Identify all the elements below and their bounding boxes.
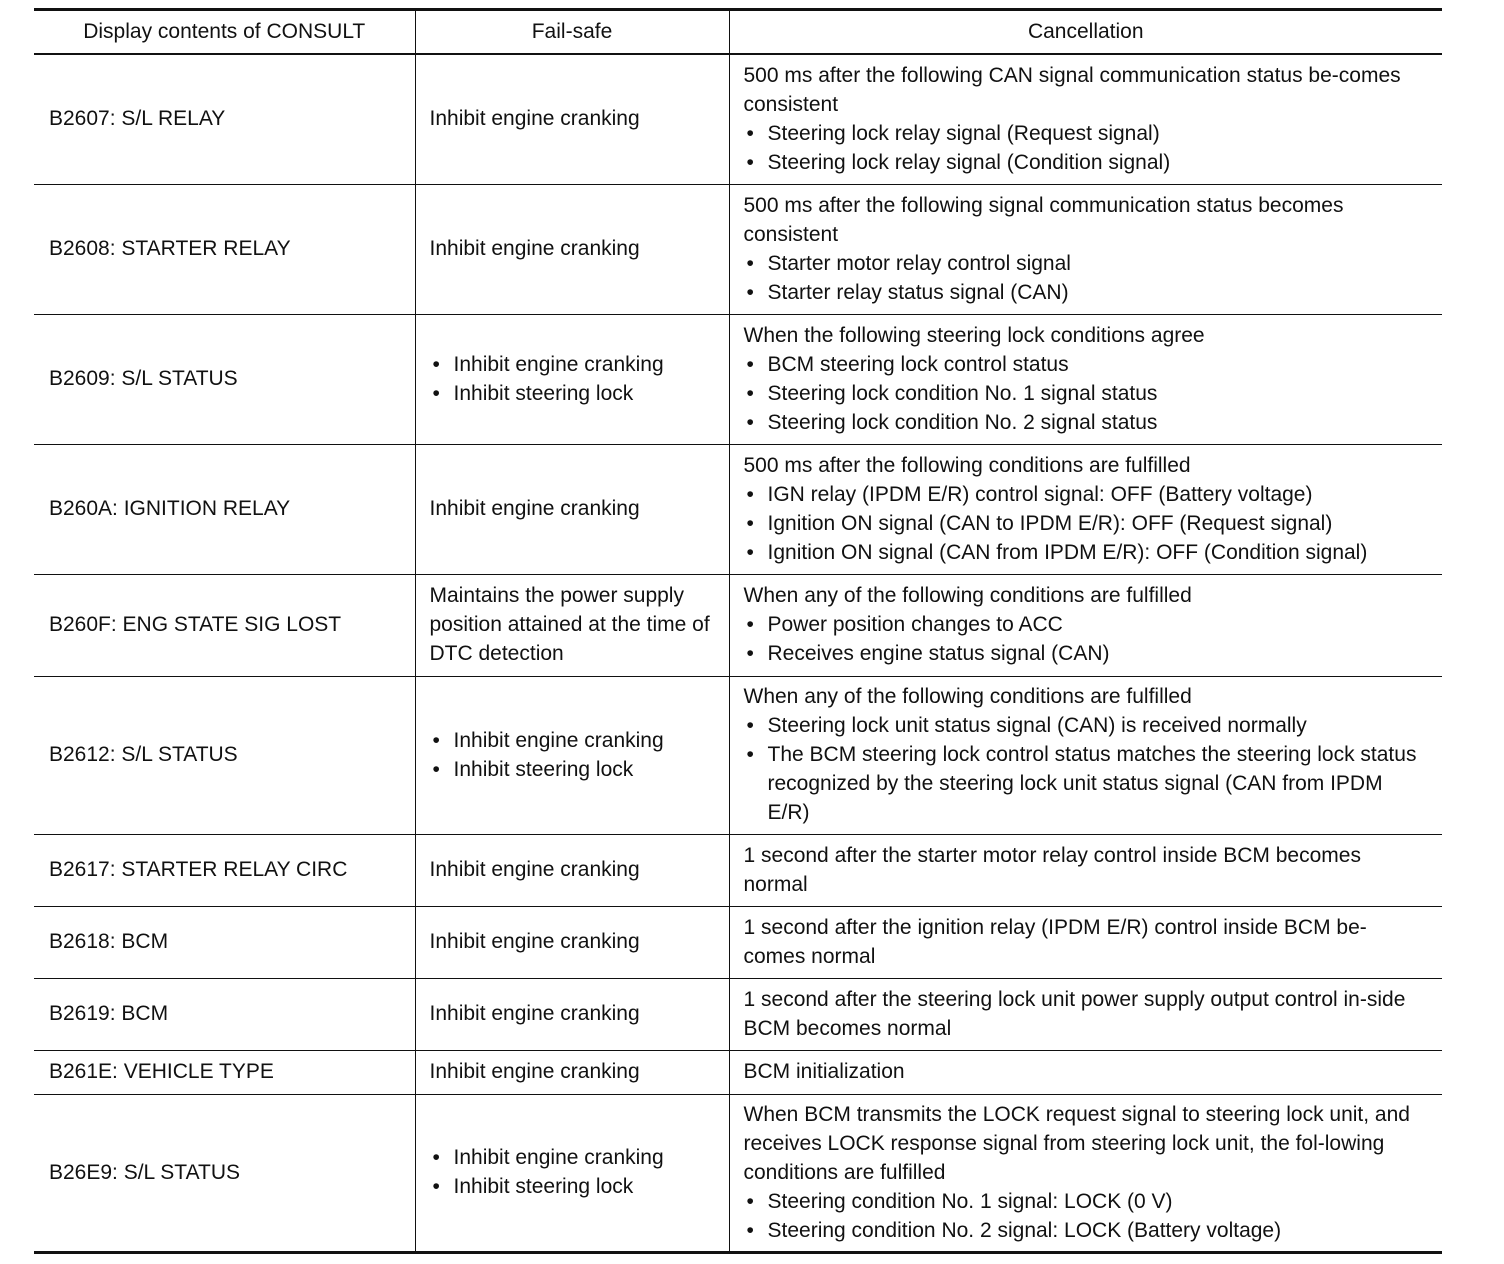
failsafe-text: Inhibit engine cranking [429,1002,640,1025]
table-row [34,1050,1442,1094]
cancellation-cell [729,444,1442,574]
failsafe-cell [415,1094,729,1252]
list-item [744,610,1429,639]
list-item [744,480,1429,509]
list-item-text: Steering lock unit status signal (CAN) is received normally [767,714,1307,737]
failsafe-cell [415,54,729,184]
failsafe-cell [415,978,729,1050]
list-item-text: Inhibit engine cranking [453,352,664,376]
header-row [34,10,1442,55]
dtc-code-cell: B2609: S/L STATUS [34,314,415,444]
list-item [744,1187,1429,1216]
bullet-icon: • [746,613,754,636]
list-item [744,509,1429,538]
cancellation-text: When the following steering lock conditions agree [743,323,1205,347]
bullet-icon: • [746,1218,754,1242]
list-item [744,408,1429,437]
bullet-icon: • [746,511,754,535]
failsafe-table [34,8,1442,1254]
list-item [430,379,715,408]
table-row [34,184,1442,314]
list-item [744,350,1429,379]
cancellation-cell [729,54,1442,184]
cancellation-cell [729,978,1442,1050]
bullet-icon: • [746,642,754,665]
list-item-text: Steering lock relay signal (Condition signal) [767,150,1171,174]
cancellation-list [744,249,1429,307]
failsafe-cell [415,906,729,978]
table-row [34,906,1442,978]
bullet-icon: • [746,1189,754,1213]
list-item [744,740,1429,827]
cancellation-text: 500 ms after the following conditions are fulfilled [743,453,1191,477]
list-item [744,278,1429,307]
bullet-icon: • [746,251,754,275]
dtc-code-cell: B2619: BCM [34,978,415,1050]
bullet-icon: • [432,352,440,376]
failsafe-cell [415,676,729,834]
table-row [34,444,1442,574]
list-item [744,1216,1429,1245]
list-item-text: Inhibit engine cranking [453,728,664,752]
list-item-text: Steering lock condition No. 2 signal status [767,410,1158,434]
bullet-icon: • [432,1146,440,1169]
failsafe-text: Inhibit engine cranking [429,1060,640,1083]
dtc-code-cell: B261E: VEHICLE TYPE [34,1050,415,1094]
table-row [34,54,1442,184]
bullet-icon: • [746,352,754,376]
cancellation-cell [729,676,1442,834]
dtc-code-cell: B2607: S/L RELAY [34,54,415,184]
failsafe-list [430,726,715,784]
list-item [744,148,1429,177]
list-item [744,379,1429,408]
list-item-text: BCM steering lock control status [767,352,1069,376]
cancellation-cell [729,834,1442,906]
cancellation-text: 1 second after the steering lock unit power supply output control in-side BCM becomes normal [743,987,1406,1040]
bullet-icon: • [746,743,754,766]
table-row [34,314,1442,444]
list-item [744,639,1429,668]
list-item-text: Inhibit steering lock [453,381,634,405]
cancellation-list [744,711,1429,827]
dtc-code-cell: B2612: S/L STATUS [34,676,415,834]
dtc-code-cell: B260A: IGNITION RELAY [34,444,415,574]
bullet-icon: • [432,381,440,405]
bullet-icon: • [432,728,440,752]
list-item [744,711,1429,740]
failsafe-text: Inhibit engine cranking [429,107,640,131]
cancellation-cell [729,1050,1442,1094]
list-item-text: Inhibit engine cranking [453,1146,664,1169]
list-item-text: Steering lock relay signal (Request signal) [767,121,1160,145]
header-cancellation: Cancellation [729,10,1442,55]
cancellation-cell [729,574,1442,676]
cancellation-text: 500 ms after the following signal communication status becomes consistent [743,193,1344,246]
table-row [34,834,1442,906]
list-item-text: Steering lock condition No. 1 signal status [767,381,1158,405]
cancellation-list [744,610,1429,668]
cancellation-list [744,1187,1429,1245]
failsafe-text: Inhibit engine cranking [429,930,640,953]
cancellation-text: 1 second after the ignition relay (IPDM E/R) control inside BCM be-comes normal [743,915,1367,968]
dtc-code-cell: B260F: ENG STATE SIG LOST [34,574,415,676]
header-failsafe: Fail-safe [415,10,729,55]
cancellation-text: BCM initialization [743,1060,905,1083]
cancellation-text: When any of the following conditions are fulfilled [743,685,1192,708]
failsafe-list [430,350,715,408]
dtc-code-cell: B2618: BCM [34,906,415,978]
list-item-text: Starter motor relay control signal [767,251,1071,275]
list-item [430,1172,715,1201]
list-item-text: Receives engine status signal (CAN) [767,642,1110,665]
failsafe-text: Inhibit engine cranking [429,237,640,260]
failsafe-text: Inhibit engine cranking [429,497,640,520]
bullet-icon: • [746,121,754,145]
table-row [34,978,1442,1050]
list-item [744,538,1429,567]
dtc-code-cell: B26E9: S/L STATUS [34,1094,415,1252]
list-item [430,755,715,784]
list-item-text: Starter relay status signal (CAN) [767,280,1069,304]
list-item-text: Steering condition No. 1 signal: LOCK (0 V) [767,1189,1173,1213]
dtc-code-cell: B2617: STARTER RELAY CIRC [34,834,415,906]
cancellation-text: When BCM transmits the LOCK request signal to steering lock unit, and receives LOCK response signal from steering lock unit, the fol-lowing conditions are fulfilled [743,1102,1410,1184]
bullet-icon: • [746,410,754,434]
failsafe-cell [415,444,729,574]
cancellation-cell [729,1094,1442,1252]
list-item [430,350,715,379]
bullet-icon: • [746,540,754,564]
bullet-icon: • [432,757,440,781]
failsafe-cell [415,184,729,314]
table-row [34,574,1442,676]
list-item-text: Inhibit steering lock [453,1175,634,1198]
failsafe-cell [415,834,729,906]
bullet-icon: • [746,150,754,174]
cancellation-list [744,350,1429,437]
failsafe-text: Inhibit engine cranking [429,858,640,881]
list-item-text: IGN relay (IPDM E/R) control signal: OFF (Battery voltage) [767,482,1313,506]
cancellation-text: When any of the following conditions are fulfilled [743,584,1192,607]
cancellation-text: 500 ms after the following CAN signal communication status be-comes consistent [743,63,1401,116]
cancellation-cell [729,314,1442,444]
list-item [430,1143,715,1172]
list-item-text: Inhibit steering lock [453,757,634,781]
cancellation-cell [729,906,1442,978]
list-item-text: Ignition ON signal (CAN to IPDM E/R): OFF (Request signal) [767,511,1333,535]
cancellation-cell [729,184,1442,314]
list-item-text: Ignition ON signal (CAN from IPDM E/R): OFF (Condition signal) [767,540,1368,564]
table-row [34,1094,1442,1252]
cancellation-list [744,119,1429,177]
list-item [744,119,1429,148]
bullet-icon: • [746,280,754,304]
bullet-icon: • [432,1175,440,1198]
list-item [430,726,715,755]
cancellation-text: 1 second after the starter motor relay control inside BCM becomes normal [743,843,1361,896]
bullet-icon: • [746,714,754,737]
table-row [34,676,1442,834]
failsafe-text: Maintains the power supply position attained at the time of DTC detection [429,584,710,665]
dtc-code-cell: B2608: STARTER RELAY [34,184,415,314]
bullet-icon: • [746,482,754,506]
cancellation-list [744,480,1429,567]
failsafe-cell [415,574,729,676]
list-item [744,249,1429,278]
failsafe-cell [415,314,729,444]
bullet-icon: • [746,381,754,405]
list-item-text: The BCM steering lock control status matches the steering lock status recognized by the steering lock unit status signal (CAN from IPDM E/R) [767,743,1417,824]
header-display-contents: Display contents of CONSULT [34,10,415,55]
list-item-text: Power position changes to ACC [767,613,1063,636]
failsafe-cell [415,1050,729,1094]
failsafe-list [430,1143,715,1201]
list-item-text: Steering condition No. 2 signal: LOCK (Battery voltage) [767,1218,1282,1242]
